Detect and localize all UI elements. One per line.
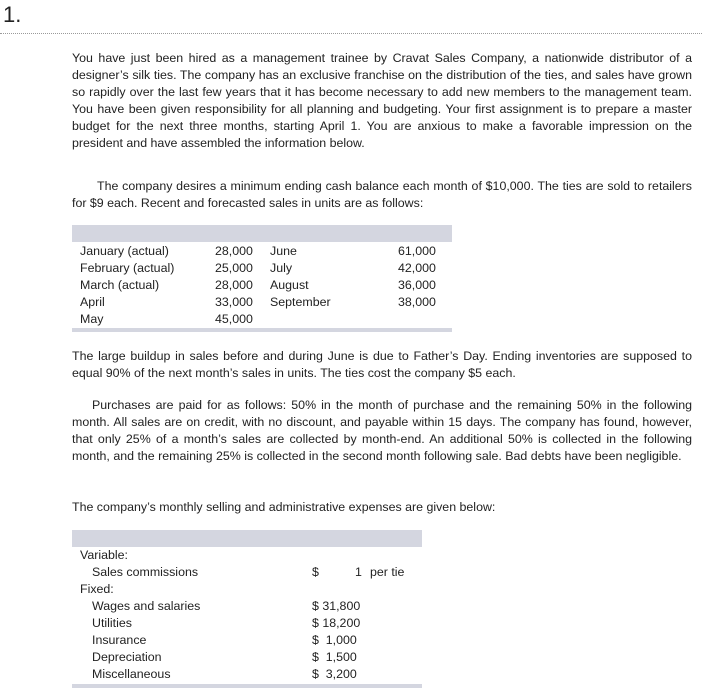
- sales-units: 25,000: [215, 261, 253, 275]
- dotted-divider: [0, 33, 702, 34]
- expense-amount: $ 18,200: [312, 616, 361, 630]
- expense-label: Depreciation: [92, 650, 162, 664]
- sales-month: September: [270, 295, 331, 309]
- sales-units: 28,000: [215, 244, 253, 258]
- expense-label: Insurance: [92, 633, 147, 647]
- intro-paragraph: You have just been hired as a management trainee by Cravat Sales Company, a nationwide distributor of a designer’s silk ties. The company has an exclusive franchise on the distribution of the ties, and sales have grown so rapidly over the last few years that it has become necessary to add new members to the management team. You have been given responsibility for all planning and budgeting. Your first assignment is to prepare a master budget for the next three months, starting April 1. You are anxious to make a favorable impression on the president and have assembled the information below.: [72, 51, 692, 150]
- sales-units: 42,000: [398, 261, 436, 275]
- inventory-paragraph: The large buildup in sales before and during June is due to Father’s Day. Ending inventories are supposed to equal 90% of the next month’s sales in units. The ties cost the company $5 each.: [72, 349, 692, 380]
- sales-month: May: [80, 312, 104, 326]
- expenses-table: [72, 530, 422, 688]
- sales-units: 38,000: [398, 295, 436, 309]
- sales-month: January (actual): [80, 244, 169, 258]
- expense-label: Sales commissions: [92, 565, 199, 579]
- sales-units: 33,000: [215, 295, 253, 309]
- dollar-sign: $: [312, 565, 319, 579]
- question-number: 1.: [3, 2, 22, 27]
- commission-unit: per tie: [370, 565, 405, 579]
- commission-amount: 1: [355, 565, 362, 579]
- expense-amount: $ 1,000: [312, 633, 357, 647]
- expense-amount: $ 1,500: [312, 650, 357, 664]
- cash-sales-paragraph: The company desires a minimum ending cash balance each month of $10,000. The ties are sold to retailers for $9 each. Recent and forecasted sales in units are as follows:: [72, 179, 692, 210]
- sales-units: 28,000: [215, 278, 253, 292]
- sales-month: February (actual): [80, 261, 175, 275]
- sales-month: March (actual): [80, 278, 160, 292]
- variable-label: Variable:: [80, 548, 128, 562]
- sales-month: August: [270, 278, 309, 292]
- table-header-bar: [72, 530, 422, 547]
- expense-label: Miscellaneous: [92, 667, 171, 681]
- sales-units: 61,000: [398, 244, 436, 258]
- sales-month: June: [270, 244, 297, 258]
- sales-units: 45,000: [215, 312, 253, 326]
- purchases-paragraph: Purchases are paid for as follows: 50% in the month of purchase and the remaining 50% in the following month. All sales are on credit, with no discount, and payable within 15 days. The company has found, however, that only 25% of a month’s sales are collected by month-end. An additional 50% is collected in the following month, and the remaining 25% is collected in the second month following sale. Bad debts have been negligible.: [72, 398, 692, 463]
- sales-units: 36,000: [398, 278, 436, 292]
- sales-month: July: [270, 261, 293, 275]
- table-footer-bar: [72, 328, 452, 332]
- expense-amount: $ 31,800: [312, 599, 361, 613]
- expense-label: Wages and salaries: [92, 599, 201, 613]
- sales-month: April: [80, 295, 105, 309]
- sales-forecast-table: [72, 225, 452, 332]
- expense-amount: $ 3,200: [312, 667, 357, 681]
- table-header-bar: [72, 225, 452, 242]
- expenses-intro-paragraph: The company’s monthly selling and administrative expenses are given below:: [72, 500, 496, 514]
- fixed-label: Fixed:: [80, 582, 114, 596]
- expense-label: Utilities: [92, 616, 132, 630]
- table-footer-bar: [72, 684, 422, 688]
